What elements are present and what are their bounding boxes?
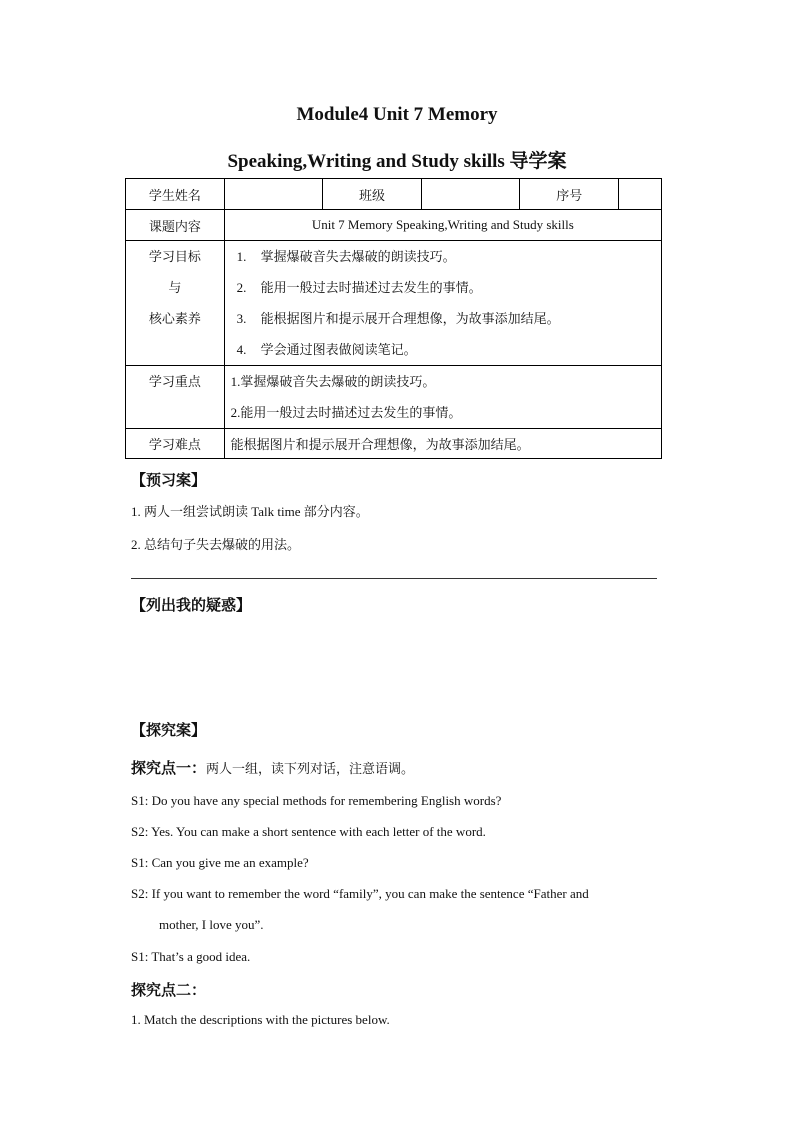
goals-label-1: 学习目标 [148, 249, 201, 264]
dialogue-line: S1: That’s a good idea. [131, 949, 251, 964]
goal-item: 4. 学会通过图表做阅读笔记。 [236, 342, 417, 357]
preview-heading: 【预习案】 [131, 473, 207, 489]
goals-label [126, 241, 225, 366]
dialogue-line: S2: Yes. You can make a short sentence with each letter of the word. [131, 824, 486, 839]
point1-text: 两人一组，读下列对话，注意语调。 [206, 761, 415, 776]
key-label: 学习重点 [126, 366, 225, 429]
difficulty-label: 学习难点 [126, 429, 225, 459]
topic-label: 课题内容 [126, 210, 225, 241]
seat-label: 序号 [520, 179, 619, 210]
point1-lead: 探究点一： [131, 761, 207, 777]
goal-item: 3. 能根据图片和提示展开合理想像，为故事添加结尾。 [236, 311, 560, 326]
table-row [126, 366, 662, 429]
divider [131, 578, 657, 579]
seat-cell[interactable] [619, 179, 662, 210]
table-row [126, 179, 662, 210]
title-line-1: Module4 Unit 7 Memory [296, 104, 498, 125]
class-cell[interactable] [421, 179, 520, 210]
explore-point-2: 探究点二： [131, 983, 207, 999]
name-cell[interactable] [224, 179, 323, 210]
goals-label-3: 核心素养 [148, 311, 201, 326]
class-label: 班级 [323, 179, 422, 210]
explore-heading: 【探究案】 [131, 723, 207, 739]
preview-item: 1. 两人一组尝试朗读 Talk time 部分内容。 [131, 504, 369, 519]
explore-point-1 [131, 757, 414, 778]
preview-item: 2. 总结句子失去爆破的用法。 [131, 537, 301, 552]
goal-item: 2. 能用一般过去时描述过去发生的事情。 [236, 280, 482, 295]
dialogue-line: mother, I love you”. [159, 917, 264, 932]
goal-item: 1. 掌握爆破音失去爆破的朗读技巧。 [236, 249, 456, 264]
key-point-item: 2.能用一般过去时描述过去发生的事情。 [230, 405, 462, 420]
goals-cell [224, 241, 661, 366]
info-table [125, 178, 662, 459]
dialogue-line: S2: If you want to remember the word “family”, you can make the sentence “Father and [131, 886, 589, 901]
key-points-cell [224, 366, 661, 429]
goals-label-2: 与 [168, 280, 182, 295]
dialogue-line: S1: Do you have any special methods for remembering English words? [131, 793, 502, 808]
point2-item: 1. Match the descriptions with the pictures below. [131, 1012, 390, 1027]
name-label: 学生姓名 [126, 179, 225, 210]
table-row [126, 429, 662, 459]
table-row [126, 241, 662, 366]
topic-value: Unit 7 Memory Speaking,Writing and Study skills [224, 210, 661, 241]
dialogue-line: S1: Can you give me an example? [131, 855, 309, 870]
difficulty-value: 能根据图片和提示展开合理想像，为故事添加结尾。 [224, 429, 661, 459]
title-line-2: Speaking,Writing and Study skills 导学案 [227, 151, 567, 172]
table-row [126, 210, 662, 241]
questions-heading: 【列出我的疑惑】 [131, 598, 252, 614]
key-point-item: 1.掌握爆破音失去爆破的朗读技巧。 [230, 374, 436, 389]
